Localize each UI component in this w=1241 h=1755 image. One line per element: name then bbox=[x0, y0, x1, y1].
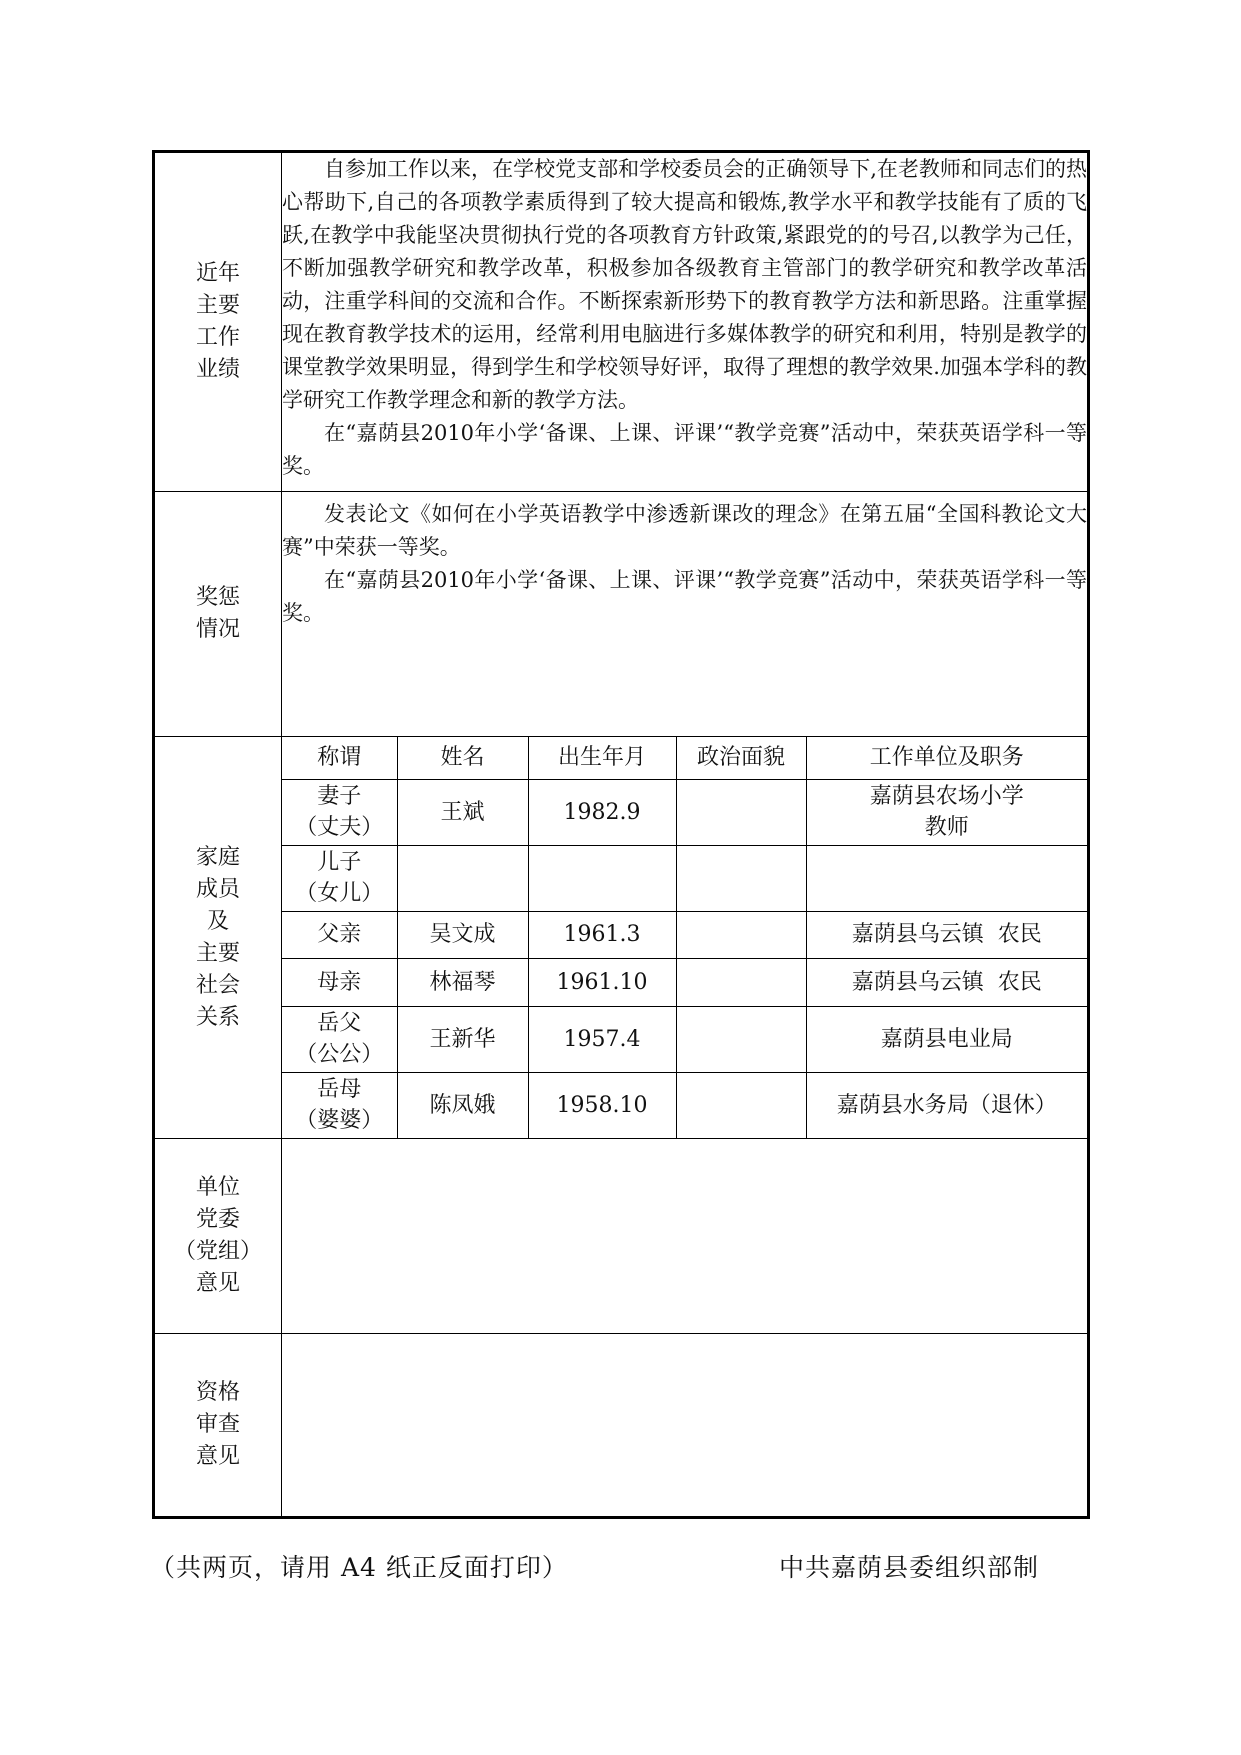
birth-cell: 1958.10 bbox=[528, 1072, 676, 1138]
birth-cell: 1961.3 bbox=[528, 911, 676, 958]
label-line: 主要 bbox=[195, 940, 240, 966]
label-line: 意见 bbox=[195, 1271, 240, 1296]
column-header: 出生年月 bbox=[528, 737, 676, 779]
label-line: 关系 bbox=[195, 1004, 240, 1030]
work-cell: 嘉荫县乌云镇 农民 bbox=[806, 911, 1087, 958]
achievements-label bbox=[154, 152, 282, 492]
relation-line: 妻子 bbox=[317, 784, 362, 809]
family-row bbox=[282, 779, 1087, 845]
political-cell bbox=[676, 779, 806, 845]
column-header: 姓名 bbox=[397, 737, 528, 779]
relation-cell bbox=[282, 779, 397, 845]
achievements-paragraph: 在“嘉荫县2010年小学‘备课、上课、评课’“教学竞赛”活动中，荣获英语学科一等奖。 bbox=[282, 421, 1087, 478]
political-cell bbox=[676, 911, 806, 958]
birth-cell: 1961.10 bbox=[528, 958, 676, 1006]
achievements-paragraph: 自参加工作以来，在学校党支部和学校委员会的正确领导下,在老教师和同志们的热心帮助下,自己的各项教学素质得到了较大提高和锻炼,教学水平和教学技能有了质的飞跃,在教学中我能坚决贯彻执行党的各项教育方针政策,紧跟党的的号召,以教学为己任，不断加强教学研究和教学改革，积极参加各级教育主管部门的教学研究和教学改革活动，注重学科间的交流和合作。不断探索新形势下的教育教学方法和新思路。注重掌握现在教育教学技术的运用，经常利用电脑进行多媒体教学的研究和利用，特别是教学的课堂教学效果明显，得到学生和学校领导好评，取得了理想的教学效果.加强本学科的教学研究工作教学理念和新的教学方法。 bbox=[282, 157, 1087, 412]
family-row bbox=[282, 958, 1087, 1006]
name-cell: 吴文成 bbox=[397, 911, 528, 958]
work-line: 嘉荫县农场小学 bbox=[869, 784, 1024, 809]
label-line: 家庭 bbox=[195, 844, 240, 870]
column-header: 政治面貌 bbox=[676, 737, 806, 779]
awards-label bbox=[154, 492, 282, 737]
label-line: 审查 bbox=[195, 1412, 240, 1437]
work-cell: 嘉荫县水务局（退休） bbox=[806, 1072, 1087, 1138]
label-line: 社会 bbox=[195, 972, 240, 998]
relation-line: （丈夫） bbox=[295, 815, 384, 840]
label-line: 资格 bbox=[195, 1380, 240, 1405]
family-row bbox=[282, 911, 1087, 958]
registration-form bbox=[152, 150, 1090, 1519]
family-table bbox=[282, 737, 1087, 1138]
print-note: （共两页，请用 A4 纸正反面打印） bbox=[150, 1553, 568, 1582]
relation-cell: 父亲 bbox=[282, 911, 397, 958]
work-cell bbox=[806, 845, 1087, 911]
label-line: 情况 bbox=[195, 617, 240, 642]
achievements-content bbox=[282, 152, 1089, 492]
name-cell: 王新华 bbox=[397, 1006, 528, 1072]
label-line: 主要 bbox=[195, 293, 240, 318]
political-cell bbox=[676, 1072, 806, 1138]
qualification-field[interactable] bbox=[282, 1334, 1089, 1518]
family-row bbox=[282, 1072, 1087, 1138]
party-opinion-label bbox=[154, 1139, 282, 1334]
family-content bbox=[282, 737, 1089, 1139]
label-line: 工作 bbox=[195, 325, 240, 350]
relation-line: （女儿） bbox=[295, 881, 384, 906]
label-line: 业绩 bbox=[195, 357, 240, 382]
awards-content bbox=[282, 492, 1089, 737]
relation-line: 岳父 bbox=[317, 1011, 362, 1036]
relation-cell: 母亲 bbox=[282, 958, 397, 1006]
label-line: 意见 bbox=[195, 1444, 240, 1469]
political-cell bbox=[676, 845, 806, 911]
column-header: 称谓 bbox=[282, 737, 397, 779]
label-line: 党委 bbox=[195, 1207, 240, 1232]
relation-cell bbox=[282, 1072, 397, 1138]
name-cell: 林福琴 bbox=[397, 958, 528, 1006]
awards-paragraph: 发表论文《如何在小学英语教学中渗透新课改的理念》在第五届“全国科教论文大赛”中荣获一等奖。 bbox=[282, 502, 1087, 559]
label-line: 及 bbox=[206, 908, 229, 934]
label-line: 单位 bbox=[195, 1175, 240, 1200]
work-line: 教师 bbox=[924, 815, 969, 840]
work-cell: 嘉荫县乌云镇 农民 bbox=[806, 958, 1087, 1006]
family-label bbox=[154, 737, 282, 1139]
family-row bbox=[282, 1006, 1087, 1072]
relation-line: 儿子 bbox=[317, 850, 362, 875]
birth-cell bbox=[528, 845, 676, 911]
name-cell: 王斌 bbox=[397, 779, 528, 845]
relation-line: 岳母 bbox=[317, 1077, 362, 1103]
name-cell bbox=[397, 845, 528, 911]
label-line: 近年 bbox=[195, 261, 240, 286]
relation-cell bbox=[282, 845, 397, 911]
relation-line: （公公） bbox=[295, 1042, 384, 1067]
label-line: 成员 bbox=[195, 876, 240, 902]
name-cell: 陈凤娥 bbox=[397, 1072, 528, 1138]
qualification-label bbox=[154, 1334, 282, 1518]
work-cell bbox=[806, 779, 1087, 845]
birth-cell: 1957.4 bbox=[528, 1006, 676, 1072]
relation-line: （婆婆） bbox=[295, 1108, 384, 1134]
relation-cell bbox=[282, 1006, 397, 1072]
party-opinion-field[interactable] bbox=[282, 1139, 1089, 1334]
political-cell bbox=[676, 1006, 806, 1072]
work-cell: 嘉荫县电业局 bbox=[806, 1006, 1087, 1072]
label-line: 奖惩 bbox=[195, 585, 240, 610]
political-cell bbox=[676, 958, 806, 1006]
family-header-row bbox=[282, 737, 1087, 779]
label-line: （党组） bbox=[173, 1239, 262, 1264]
family-row bbox=[282, 845, 1087, 911]
issuer-label: 中共嘉荫县委组织部制 bbox=[779, 1553, 1040, 1582]
awards-paragraph: 在“嘉荫县2010年小学‘备课、上课、评课’“教学竞赛”活动中，荣获英语学科一等奖。 bbox=[282, 568, 1087, 625]
birth-cell: 1982.9 bbox=[528, 779, 676, 845]
column-header: 工作单位及职务 bbox=[806, 737, 1087, 779]
